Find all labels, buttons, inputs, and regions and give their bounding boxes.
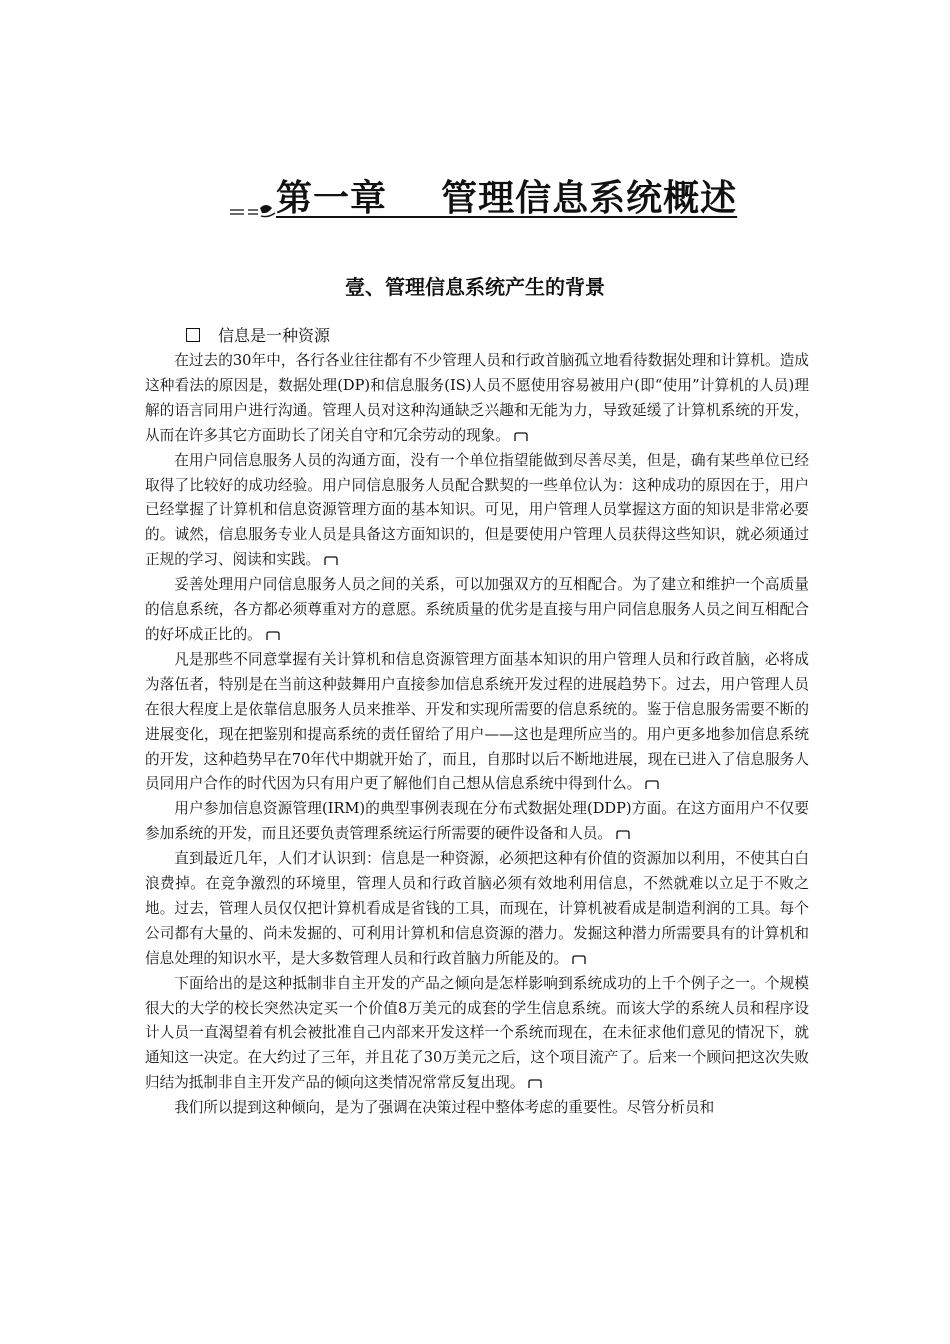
paragraph-return-icon <box>572 955 586 965</box>
bullet-heading-text: 信息是一种资源 <box>218 326 331 345</box>
bullet-heading <box>186 324 330 348</box>
paragraph-return-icon <box>645 780 659 790</box>
paragraph <box>145 349 809 449</box>
paragraph <box>145 847 809 972</box>
paragraph <box>145 449 809 574</box>
paragraph <box>145 648 809 797</box>
paragraph-return-icon <box>616 830 630 840</box>
paragraph <box>145 1096 809 1121</box>
paragraph-return-icon <box>324 556 338 566</box>
paragraph-text: 在过去的30年中，各行各业往往都有不少管理人员和行政首脑孤立地看待数据处理和计算机。造成这种看法的原因是，数据处理(DP)和信息服务(IS)人员不愿使用容易被用户(即“使用”计算机的人员)理解的语言同用户进行沟通。管理人员对这种沟通缺乏兴趣和无能为力，导致延缓了计算机系统的开发，从而在许多其它方面助长了闭关自守和冗余劳动的现象。 <box>145 352 809 444</box>
pen-flourish-icon <box>228 200 276 220</box>
section-heading: 壹、管理信息系统产生的背景 <box>345 275 605 299</box>
paragraph-return-icon <box>528 1079 542 1089</box>
paragraph <box>145 573 809 648</box>
paragraph-text: 凡是那些不同意掌握有关计算机和信息资源管理方面基本知识的用户管理人员和行政首脑，必将成为落伍者，特别是在当前这种鼓舞用户直接参加信息系统开发过程的进展趋势下。过去，用户管理人员在很大程度上是依靠信息服务人员来推举、开发和实现所需要的信息系统的。鉴于信息服务需要不断的进展变化，现在把鉴别和提高系统的责任留给了用户——这也是理所应当的。用户更多地参加信息系统的开发，这种趋势早在70年代中期就开始了，而且，自那时以后不断地进展，现在已进入了信息服务人员同用户合作的时代因为只有用户更了解他们自己想从信息系统中得到什么。 <box>145 650 809 793</box>
paragraph-text: 下面给出的是这种抵制非自主开发的产品之倾向是怎样影响到系统成功的上千个例子之一。个规模很大的大学的校长突然决定买一个价值8万美元的成套的学生信息系统。而该大学的系统人员和程序设计人员一直渴望着有机会被批准自己内部来开发这样一个系统而现在，在未征求他们意见的情况下，就通知这一决定。在大约过了三年，并且花了30万美元之后，这个项目流产了。后来一个顾问把这次失败归结为抵制非自主开发产品的倾向这类情况常常反复出现。 <box>145 974 809 1092</box>
paragraph-text: 妥善处理用户同信息服务人员之间的关系，可以加强双方的互相配合。为了建立和维护一个高质量的信息系统，各方都必须尊重对方的意愿。系统质量的优劣是直接与用户同信息服务人员之间互相配合的好坏成正比的。 <box>145 576 809 643</box>
paragraph-text: 直到最近几年，人们才认识到：信息是一种资源，必须把这种有价值的资源加以利用，不使其白白浪费掉。在竞争激烈的环境里，管理人员和行政首脑必须有效地利用信息，不然就难以立足于不败之地。过去，管理人员仅仅把计算机看成是省钱的工具，而现在，计算机被看成是制造利润的工具。每个公司都有大量的、尚未发掘的、可利用计算机和信息资源的潜力。发掘这种潜力所需要具有的计算机和信息处理的知识水平，是大多数管理人员和行政首脑力所能及的。 <box>145 850 809 967</box>
paragraph <box>145 797 809 847</box>
chapter-title: 第一章 管理信息系统概述 <box>276 178 738 219</box>
paragraph-text: 用户参加信息资源管理(IRM)的典型事例表现在分布式数据处理(DDP)方面。在这方面用户不仅要参加系统的开发，而且还要负责管理系统运行所需要的硬件设备和人员。 <box>145 800 809 843</box>
paragraph-return-icon <box>266 631 280 641</box>
paragraph <box>145 972 809 1097</box>
paragraph-return-icon <box>514 432 528 442</box>
paragraph-text: 在用户同信息服务人员的沟通方面，没有一个单位指望能做到尽善尽美，但是，确有某些单位已经取得了比较好的成功经验。用户同信息服务人员配合默契的一些单位认为：这种成功的原因在于，用户已经掌握了计算机和信息资源管理方面的基本知识。可见，用户管理人员掌握这方面的知识是非常必要的。诚然，信息服务专业人员是具备这方面知识的，但是要使用户管理人员获得这些知识，就必须通过正规的学习、阅读和实践。 <box>145 451 809 569</box>
checkbox-bullet-icon <box>186 328 200 342</box>
body-text <box>145 349 809 1121</box>
chapter-header <box>0 170 950 230</box>
paragraph-text: 我们所以提到这种倾向，是为了强调在决策过程中整体考虑的重要性。尽管分析员和 <box>174 1099 715 1117</box>
